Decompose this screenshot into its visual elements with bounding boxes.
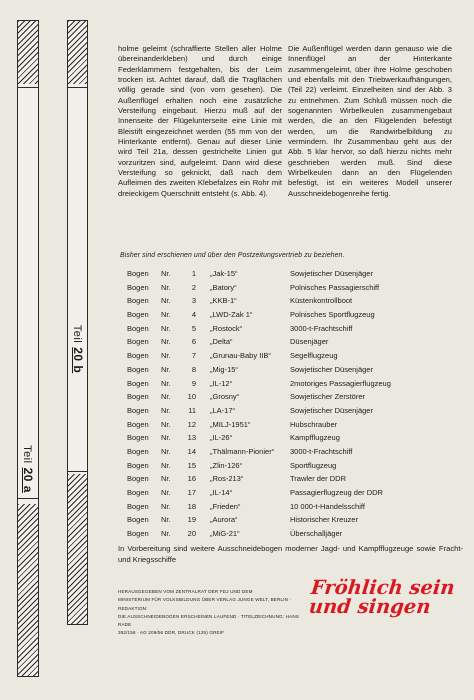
row-nr: Nr.: [161, 405, 171, 415]
row-title: „Batory“: [210, 282, 237, 292]
row-description: 3000-t-Frachtschiff: [290, 323, 353, 333]
row-description: Hubschrauber: [290, 419, 338, 429]
instructions-left-column: holme geleimt (schraffierte Stellen aller Holme übereinanderkleben) und durch einige Federklammern festgehalten, bis der Leim trocken ist. Achtet darauf, daß die Tragflächen völlig gerade sind (von vorn gesehen). Die Außenflügel erhalten noch eine zusätzliche Versteifung eingebaut. Hierzu muß auf der Innenseite der Flügelunterseite eine Linie mit Bleistift eingezeichnet werden (55 mm von der Hinterkante entfernt). Genau auf dieser Linie wird Teil 21a, dessen gestrichelte Linien gut vorzuritzen sind, aufgeleimt. Dann wird diese Versteifung so geknickt, daß nach dem Aufleimen des zweiten Klebefalzes ein Rohr mit dreieckigem Querschnitt entsteht (s. Abb. 4).: [118, 44, 282, 198]
preparation-note: In Vorbereitung sind weitere Ausschneidebogen moderner Jagd- und Kampfflugzeuge sowie Fracht- und Kriegsschiffe: [118, 544, 463, 564]
row-title: „IL-14“: [210, 488, 233, 497]
row-bogen: Bogen: [127, 392, 149, 402]
row-number: 1: [191, 269, 196, 278]
row-title: „LWD-Zak 1“: [210, 310, 253, 320]
row-title: „MILJ-1951“: [210, 419, 251, 429]
row-bogen: Bogen: [127, 488, 149, 497]
row-number: 14: [187, 446, 196, 456]
list-row: [110, 296, 470, 310]
row-description: Sowjetischer Düsenjäger: [290, 269, 373, 278]
row-title: „Ros-213“: [210, 474, 244, 484]
row-bogen: Bogen: [127, 460, 149, 470]
row-title: „LA-17“: [210, 405, 236, 415]
row-title: „Zlin-126“: [210, 460, 243, 470]
row-bogen: Bogen: [127, 351, 149, 361]
row-nr: Nr.: [161, 501, 171, 511]
strip-hatch-bottom: [68, 474, 87, 624]
row-title: „Rostock“: [210, 323, 243, 333]
sheet-list: [110, 269, 470, 543]
row-number: 2: [191, 282, 196, 292]
row-title: „Thälmann-Pionier“: [210, 446, 275, 456]
list-row: [110, 269, 470, 283]
row-bogen: Bogen: [127, 310, 149, 320]
list-row: [110, 529, 470, 543]
row-nr: Nr.: [161, 337, 171, 347]
list-row: [110, 461, 470, 475]
row-bogen: Bogen: [127, 529, 149, 539]
row-number: 10: [187, 392, 196, 402]
list-row: [110, 337, 470, 351]
row-description: Sowjetischer Zerstörer: [290, 392, 366, 402]
row-description: Historischer Kreuzer: [290, 515, 358, 525]
cutout-strip-20a: [17, 20, 39, 677]
list-row: [110, 324, 470, 338]
strip-fold-line: [18, 87, 38, 88]
list-row: [110, 392, 470, 406]
row-nr: Nr.: [161, 364, 171, 374]
row-number: 6: [191, 337, 196, 347]
instructions-right-column: Die Außenflügel werden dann genauso wie die Innenflügel an der Hinterkante zusammengeleimt, über ihre Holme geschoben und ebenfalls mit den Triebwerkaufhängungen, (Teil 22) verleimt. Einzelheiten sind der Abb. 3 zu entnehmen. Zum Schluß müssen noch die sogenannten Wirbelkeulen zusammengebaut werden, die an den Flügelenden befestigt werden, um die Randwirbelbildung zu vermindern. Ihr Zusammenbau geht aus der Abb. 5 klar hervor, so daß hierzu nichts mehr geschrieben werden muß. Sind diese Wirbelkeulen dann an den Flügelenden befestigt, ist ein weiteres Modell unserer Ausschneidebogenreihe fertig.: [288, 44, 452, 198]
row-description: 3000-t-Frachtschiff: [290, 446, 353, 456]
row-number: 11: [188, 405, 196, 415]
row-number: 5: [191, 323, 196, 333]
strip-label-20b: Teil20 b: [70, 324, 85, 374]
row-number: 13: [187, 433, 196, 443]
strip-label-20a: Teil20 a: [21, 445, 35, 493]
row-title: „Mig-15“: [210, 364, 238, 374]
row-nr: Nr.: [161, 460, 171, 470]
row-title: „Aurora“: [210, 515, 238, 525]
row-number: 9: [191, 378, 196, 388]
row-bogen: Bogen: [127, 337, 149, 347]
row-title: „Grunau-Baby IIB“: [210, 351, 271, 361]
row-number: 16: [187, 474, 196, 484]
row-description: Düsenjäger: [290, 337, 329, 347]
row-nr: Nr.: [161, 392, 171, 402]
list-row: [110, 406, 470, 420]
row-title: „Grosny“: [210, 392, 240, 402]
list-row: [110, 488, 470, 502]
row-number: 15: [187, 460, 196, 470]
row-bogen: Bogen: [127, 282, 149, 292]
row-description: Passagierflugzeug der DDR: [290, 488, 383, 497]
row-number: 18: [187, 501, 196, 511]
row-nr: Nr.: [161, 419, 171, 429]
row-nr: Nr.: [161, 488, 171, 497]
row-bogen: Bogen: [127, 378, 149, 388]
row-nr: Nr.: [161, 433, 171, 443]
row-nr: Nr.: [161, 378, 171, 388]
row-nr: Nr.: [161, 282, 171, 292]
row-nr: Nr.: [161, 529, 171, 539]
row-title: „IL-12“: [210, 378, 233, 388]
row-number: 7: [191, 351, 196, 361]
row-description: Polnisches Passagierschiff: [290, 282, 380, 292]
row-nr: Nr.: [161, 269, 171, 278]
row-bogen: Bogen: [127, 474, 149, 484]
row-bogen: Bogen: [127, 501, 149, 511]
list-row: [110, 351, 470, 365]
row-bogen: Bogen: [127, 419, 149, 429]
row-description: Kampfflugzeug: [290, 433, 340, 443]
row-title: „IL-26“: [210, 433, 233, 443]
row-bogen: Bogen: [127, 269, 149, 278]
row-bogen: Bogen: [127, 296, 149, 306]
strip-hatch-bottom: [18, 504, 38, 676]
row-description: 10 000-t-Handelsschiff: [290, 501, 365, 511]
row-nr: Nr.: [161, 323, 171, 333]
row-number: 3: [191, 296, 196, 306]
row-description: 2motoriges Passagierflugzeug: [290, 378, 391, 388]
row-title: „Delta“: [210, 337, 233, 347]
row-bogen: Bogen: [127, 364, 149, 374]
row-bogen: Bogen: [127, 515, 149, 525]
list-row: [110, 365, 470, 379]
row-number: 20: [187, 529, 196, 539]
row-number: 12: [187, 419, 196, 429]
row-description: Sowjetischer Düsenjäger: [290, 405, 373, 415]
row-description: Sportflugzeug: [290, 460, 337, 470]
list-row: [110, 420, 470, 434]
row-bogen: Bogen: [127, 405, 149, 415]
list-intro: Bisher sind erschienen und über den Postzeitungsvertrieb zu beziehen.: [120, 252, 345, 259]
row-description: Sowjetischer Düsenjäger: [290, 364, 373, 374]
row-number: 8: [191, 364, 196, 374]
row-number: 4: [191, 310, 196, 320]
row-nr: Nr.: [161, 351, 171, 361]
row-bogen: Bogen: [127, 323, 149, 333]
list-row: [110, 474, 470, 488]
list-row: [110, 447, 470, 461]
row-title: „Jak-15“: [210, 269, 238, 278]
strip-fold-line: [18, 498, 38, 499]
row-nr: Nr.: [161, 515, 171, 525]
strip-fold-line: [68, 87, 87, 88]
row-bogen: Bogen: [127, 433, 149, 443]
list-row: [110, 283, 470, 297]
list-row: [110, 502, 470, 516]
row-description: Polnisches Sportflugzeug: [290, 310, 375, 320]
row-bogen: Bogen: [127, 446, 149, 456]
row-description: Küstenkontrollboot: [290, 296, 353, 306]
row-title: „MiG-21“: [210, 529, 240, 539]
strip-hatch-top: [18, 21, 38, 84]
list-row: [110, 310, 470, 324]
row-title: „KKB-1“: [210, 296, 237, 306]
row-nr: Nr.: [161, 446, 171, 456]
row-nr: Nr.: [161, 296, 171, 306]
list-row: [110, 515, 470, 529]
list-row: [110, 433, 470, 447]
strip-fold-line: [68, 471, 87, 472]
row-number: 19: [187, 515, 196, 525]
froehlich-sein-logo: Fröhlich sein und singen: [307, 576, 456, 618]
publisher-credits: HERAUSGEGEBEN VOM ZENTRALRAT DER FDJ UND DEM MINISTERIUM FÜR VOLKSBILDUNG ÜBER VERLAG JUNGE WELT, BERLIN · REDAKTION: DIE AUSSCHNEIDEBOGEN ERSCHEINEN LAUFEND · TITELZEICHNUNG: HANS RADE 352/156 · AG 209/56 DDR, DRUCK (125) GREIF: [118, 589, 299, 636]
cutout-strip-20b: [67, 20, 88, 625]
row-nr: Nr.: [161, 310, 171, 320]
row-number: 17: [187, 488, 196, 497]
strip-hatch-top: [68, 21, 87, 84]
row-title: „Frieden“: [210, 501, 241, 511]
list-row: [110, 379, 470, 393]
row-nr: Nr.: [161, 474, 171, 484]
row-description: Segelflugzeug: [290, 351, 338, 361]
row-description: Überschalljäger: [290, 529, 343, 539]
row-description: Trawler der DDR: [290, 474, 346, 484]
